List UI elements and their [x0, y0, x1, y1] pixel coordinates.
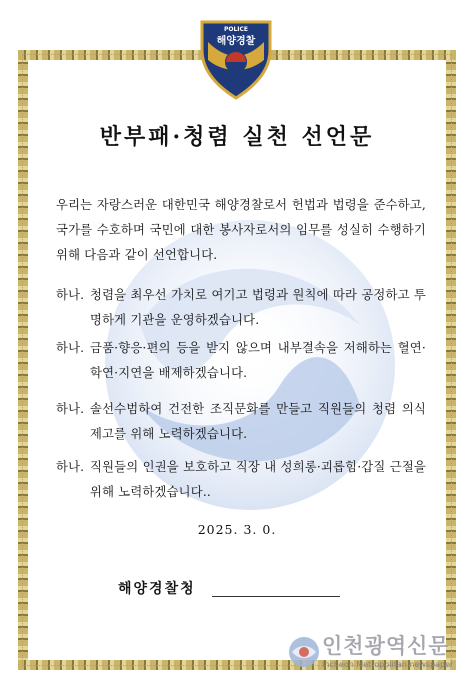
- declaration-date: 2025. 3. 0.: [197, 522, 277, 537]
- oath-text: 직원들의 인권을 보호하고 직장 내 성희롱·괴롭힘·갑질 근절을 위해 노력하겠습니다..: [90, 460, 426, 499]
- oath-text: 청렴을 최우선 가치로 여기고 법령과 원칙에 따라 공정하고 투명하게 기관을 운영하겠습니다.: [90, 288, 426, 327]
- oath-lead: 하나.: [56, 341, 85, 355]
- page-title: 반부패·청렴 실천 선언문: [99, 124, 375, 150]
- press-name: 인천광역신문: [322, 634, 450, 658]
- oath-item: [56, 283, 426, 333]
- intro-paragraph: 우리는 자랑스러운 대한민국 해양경찰로서 헌법과 법령을 준수하고, 국가를 수호하며 국민에 대한 봉사자로서의 임무를 성실히 수행하기 위해 다음과 같이 선언합니다.: [56, 198, 426, 262]
- emblem-name: 해양경찰: [216, 36, 256, 47]
- oath-lead: 하나.: [56, 288, 85, 302]
- oath-item: [56, 336, 426, 386]
- oath-item: [56, 397, 426, 447]
- press-watermark: [286, 630, 466, 676]
- press-globe-icon: [286, 634, 326, 670]
- oath-lead: 하나.: [56, 402, 85, 416]
- coast-guard-emblem-icon: [188, 8, 284, 104]
- oath-text: 금품·향응·편의 등을 받지 않으며 내부결속을 저해하는 혈연·학연·지연을 배제하겠습니다.: [90, 341, 426, 380]
- emblem-top-label: POLICE: [223, 26, 249, 33]
- oath-lead: 하나.: [56, 460, 85, 474]
- signature-organization: 해양경찰청: [118, 581, 196, 597]
- press-subtitle: Incheon Metropolitan newspaper: [322, 660, 454, 669]
- signature-line: [212, 596, 340, 597]
- oath-item: [56, 455, 426, 505]
- oath-text: 솔선수범하여 건전한 조직문화를 만들고 직원들의 청렴 의식 제고를 위해 노력하겠습니다.: [90, 402, 426, 441]
